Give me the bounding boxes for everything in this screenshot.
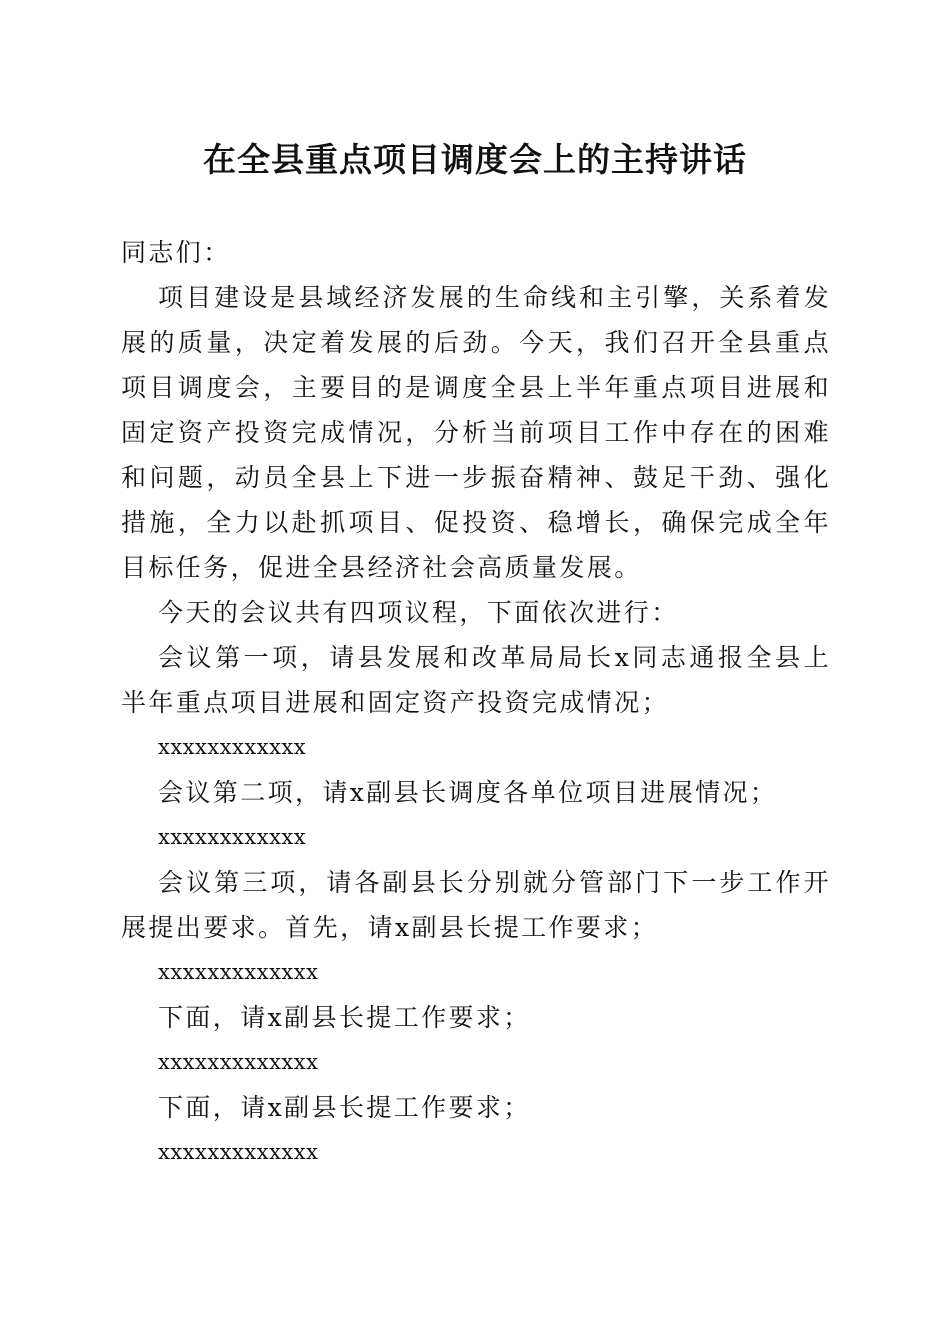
placeholder-line: xxxxxxxxxxxx: [158, 825, 307, 849]
document-title: 在全县重点项目调度会上的主持讲话: [203, 140, 747, 179]
paragraph-next-speaker: 下面，请x副县长提工作要求；: [158, 1003, 531, 1032]
placeholder-line: xxxxxxxxxxxx: [158, 735, 307, 759]
placeholder-line: xxxxxxxxxxxxx: [158, 960, 319, 984]
paragraph-item-2: 会议第二项，请x副县长调度各单位项目进展情况；: [158, 778, 778, 807]
paragraph-next-speaker: 下面，请x副县长提工作要求；: [158, 1093, 531, 1122]
placeholder-line: xxxxxxxxxxxxx: [158, 1140, 319, 1164]
greeting: 同志们：: [121, 238, 231, 267]
paragraph-intro: 项目建设是县域经济发展的生命线和主引擎，关系着发展的质量，决定着发展的后劲。今天，我们召开全县重点项目调度会，主要目的是调度全县上半年重点项目进展和固定资产投资完成情况，分析当前项目工作中存在的困难和问题，动员全县上下进一步振奋精神、鼓足干劲、强化措施，全力以赴抓项目、促投资、稳增长，确保完成全年目标任务，促进全县经济社会高质量发展。: [121, 283, 831, 582]
placeholder-line: xxxxxxxxxxxxx: [158, 1050, 319, 1074]
paragraph-item-3: 会议第三项，请各副县长分别就分管部门下一步工作开展提出要求。首先，请x副县长提工作要求；: [121, 868, 831, 942]
paragraph-item-1: 会议第一项，请县发展和改革局局长x同志通报全县上半年重点项目进展和固定资产投资完成情况；: [121, 643, 831, 717]
document-body: [121, 230, 831, 1175]
paragraph-agenda: 今天的会议共有四项议程，下面依次进行：: [158, 598, 679, 627]
